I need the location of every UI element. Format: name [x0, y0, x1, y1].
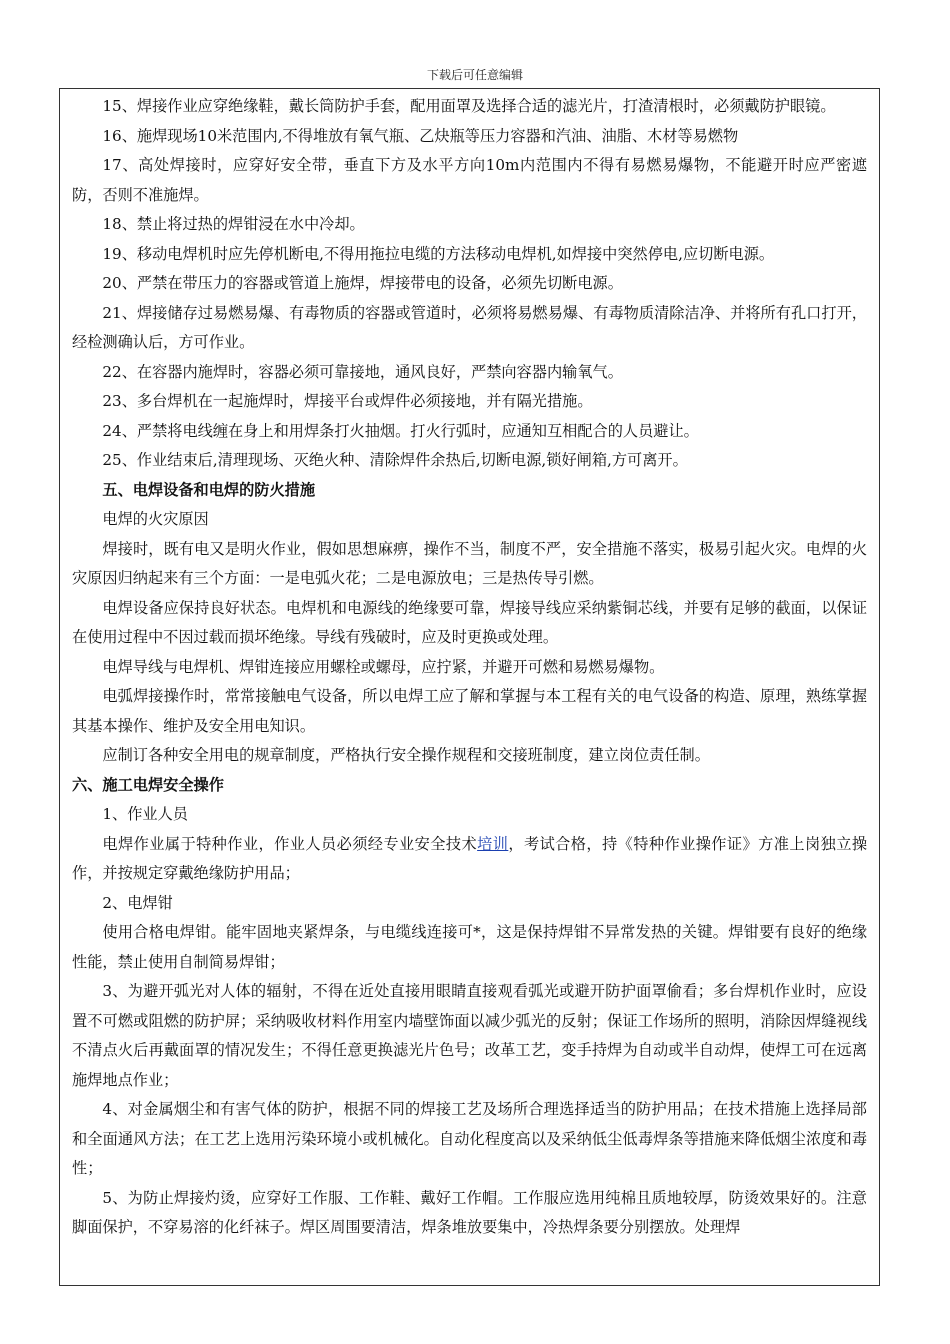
paragraph-text: 电焊作业属于特种作业，作业人员必须经专业安全技术	[102, 834, 478, 853]
paragraph: 电焊设备应保持良好状态。电焊机和电源线的绝缘要可靠，焊接导线应采纳紫铜芯线，并要有足够的截面，以保证在使用过程中不因过载而损坏绝缘。导线有残破时，应及时更换或处理。	[72, 598, 867, 646]
section-heading: 五、电焊设备和电焊的防火措施	[102, 480, 316, 499]
paragraph: 4、对金属烟尘和有害气体的防护，根据不同的焊接工艺及场所合理选择适当的防护用品；在技术措施上选择局部和全面通风方法；在工艺上选用污染环境小或机械化。自动化程度高以及采纳低尘低毒焊条等措施来降低烟尘浓度和毒性；	[72, 1100, 867, 1177]
paragraph: 18、禁止将过热的焊钳浸在水中冷却。	[102, 215, 365, 233]
paragraph: 焊接时，既有电又是明火作业，假如思想麻痹，操作不当，制度不严，安全措施不落实，极易引起火灾。电焊的火灾原因归纳起来有三个方面：一是电弧火花；二是电源放电；三是热传导引燃。	[72, 539, 867, 587]
paragraph: 2、电焊钳	[102, 893, 173, 912]
paragraph: 应制订各种安全用电的规章制度，严格执行安全操作规程和交接班制度，建立岗位责任制。	[102, 746, 710, 764]
paragraph: 19、移动电焊机时应先停机断电,不得用拖拉电缆的方法移动电焊机,如焊接中突然停电,应切断电源。	[102, 244, 775, 263]
paragraph: 15、焊接作业应穿绝缘鞋，戴长筒防护手套，配用面罩及选择合适的滤光片，打渣清根时，必须戴防护眼镜。	[102, 97, 836, 115]
document-frame	[59, 88, 880, 1286]
paragraph: 24、严禁将电线缠在身上和用焊条打火抽烟。打火行弧时，应通知互相配合的人员避让。	[102, 421, 699, 440]
paragraph: 使用合格电焊钳。能牢固地夹紧焊条，与电缆线连接可*，这是保持焊钳不异常发热的关键。焊钳要有良好的绝缘性能，禁止使用自制简易焊钳；	[72, 923, 867, 971]
paragraph: 17、高处焊接时，应穿好安全带，垂直下方及水平方向10m内范围内不得有易燃易爆物，不能避开时应严密遮防，否则不准施焊。	[72, 156, 867, 204]
paragraph: 1、作业人员	[102, 805, 188, 823]
paragraph	[72, 830, 867, 889]
paragraph: 23、多台焊机在一起施焊时，焊接平台或焊件必须接地，并有隔光措施。	[102, 392, 593, 410]
paragraph-text: ，考试合格，持《特种作业操作证》方准上岗独立操作，并按规定穿戴绝缘防护用品；	[72, 834, 868, 882]
paragraph: 电焊导线与电焊机、焊钳连接应用螺栓或螺母，应拧紧，并避开可燃和易燃易爆物。	[102, 657, 665, 676]
training-link[interactable]: 培训	[477, 834, 509, 853]
section-heading: 六、施工电焊安全操作	[72, 775, 224, 794]
paragraph: 21、焊接储存过易燃易爆、有毒物质的容器或管道时，必须将易燃易爆、有毒物质清除洁净、并将所有孔口打开，经检测确认后，方可作业。	[72, 303, 867, 351]
paragraph: 16、施焊现场10米范围内,不得堆放有氧气瓶、乙炔瓶等压力容器和汽油、油脂、木材等易燃物	[102, 126, 739, 145]
header-note: 下载后可任意编辑	[426, 68, 523, 82]
paragraph: 20、严禁在带压力的容器或管道上施焊，焊接带电的设备，必须先切断电源。	[102, 274, 623, 292]
document-body	[60, 89, 879, 1243]
paragraph: 5、为防止焊接灼烫，应穿好工作服、工作鞋、戴好工作帽。工作服应选用纯棉且质地较厚，防烫效果好的。注意脚面保护，不穿易溶的化纤袜子。焊区周围要清洁，焊条堆放要集中，冷热焊条要分别摆放。处理焊	[72, 1188, 867, 1236]
paragraph: 电弧焊接操作时，常常接触电气设备，所以电焊工应了解和掌握与本工程有关的电气设备的构造、原理，熟练掌握其基本操作、维护及安全用电知识。	[72, 687, 867, 735]
paragraph: 电焊的火灾原因	[102, 510, 209, 528]
paragraph: 22、在容器内施焊时，容器必须可靠接地，通风良好，严禁向容器内输氧气。	[102, 362, 623, 381]
paragraph: 25、作业结束后,清理现场、灭绝火种、清除焊件余热后,切断电源,锁好闸箱,方可离开。	[102, 451, 688, 469]
paragraph: 3、为避开弧光对人体的辐射，不得在近处直接用眼睛直接观看弧光或避开防护面罩偷看；多台焊机作业时，应设置不可燃或阻燃的防护屏；采纳吸收材料作用室内墙壁饰面以减少弧光的反射；保证工作场所的照明，消除因焊缝视线不清点火后再戴面罩的情况发生；不得任意更换滤光片色号；改革工艺，变手持焊为自动或半自动焊，使焊工可在远离施焊地点作业；	[72, 982, 867, 1089]
